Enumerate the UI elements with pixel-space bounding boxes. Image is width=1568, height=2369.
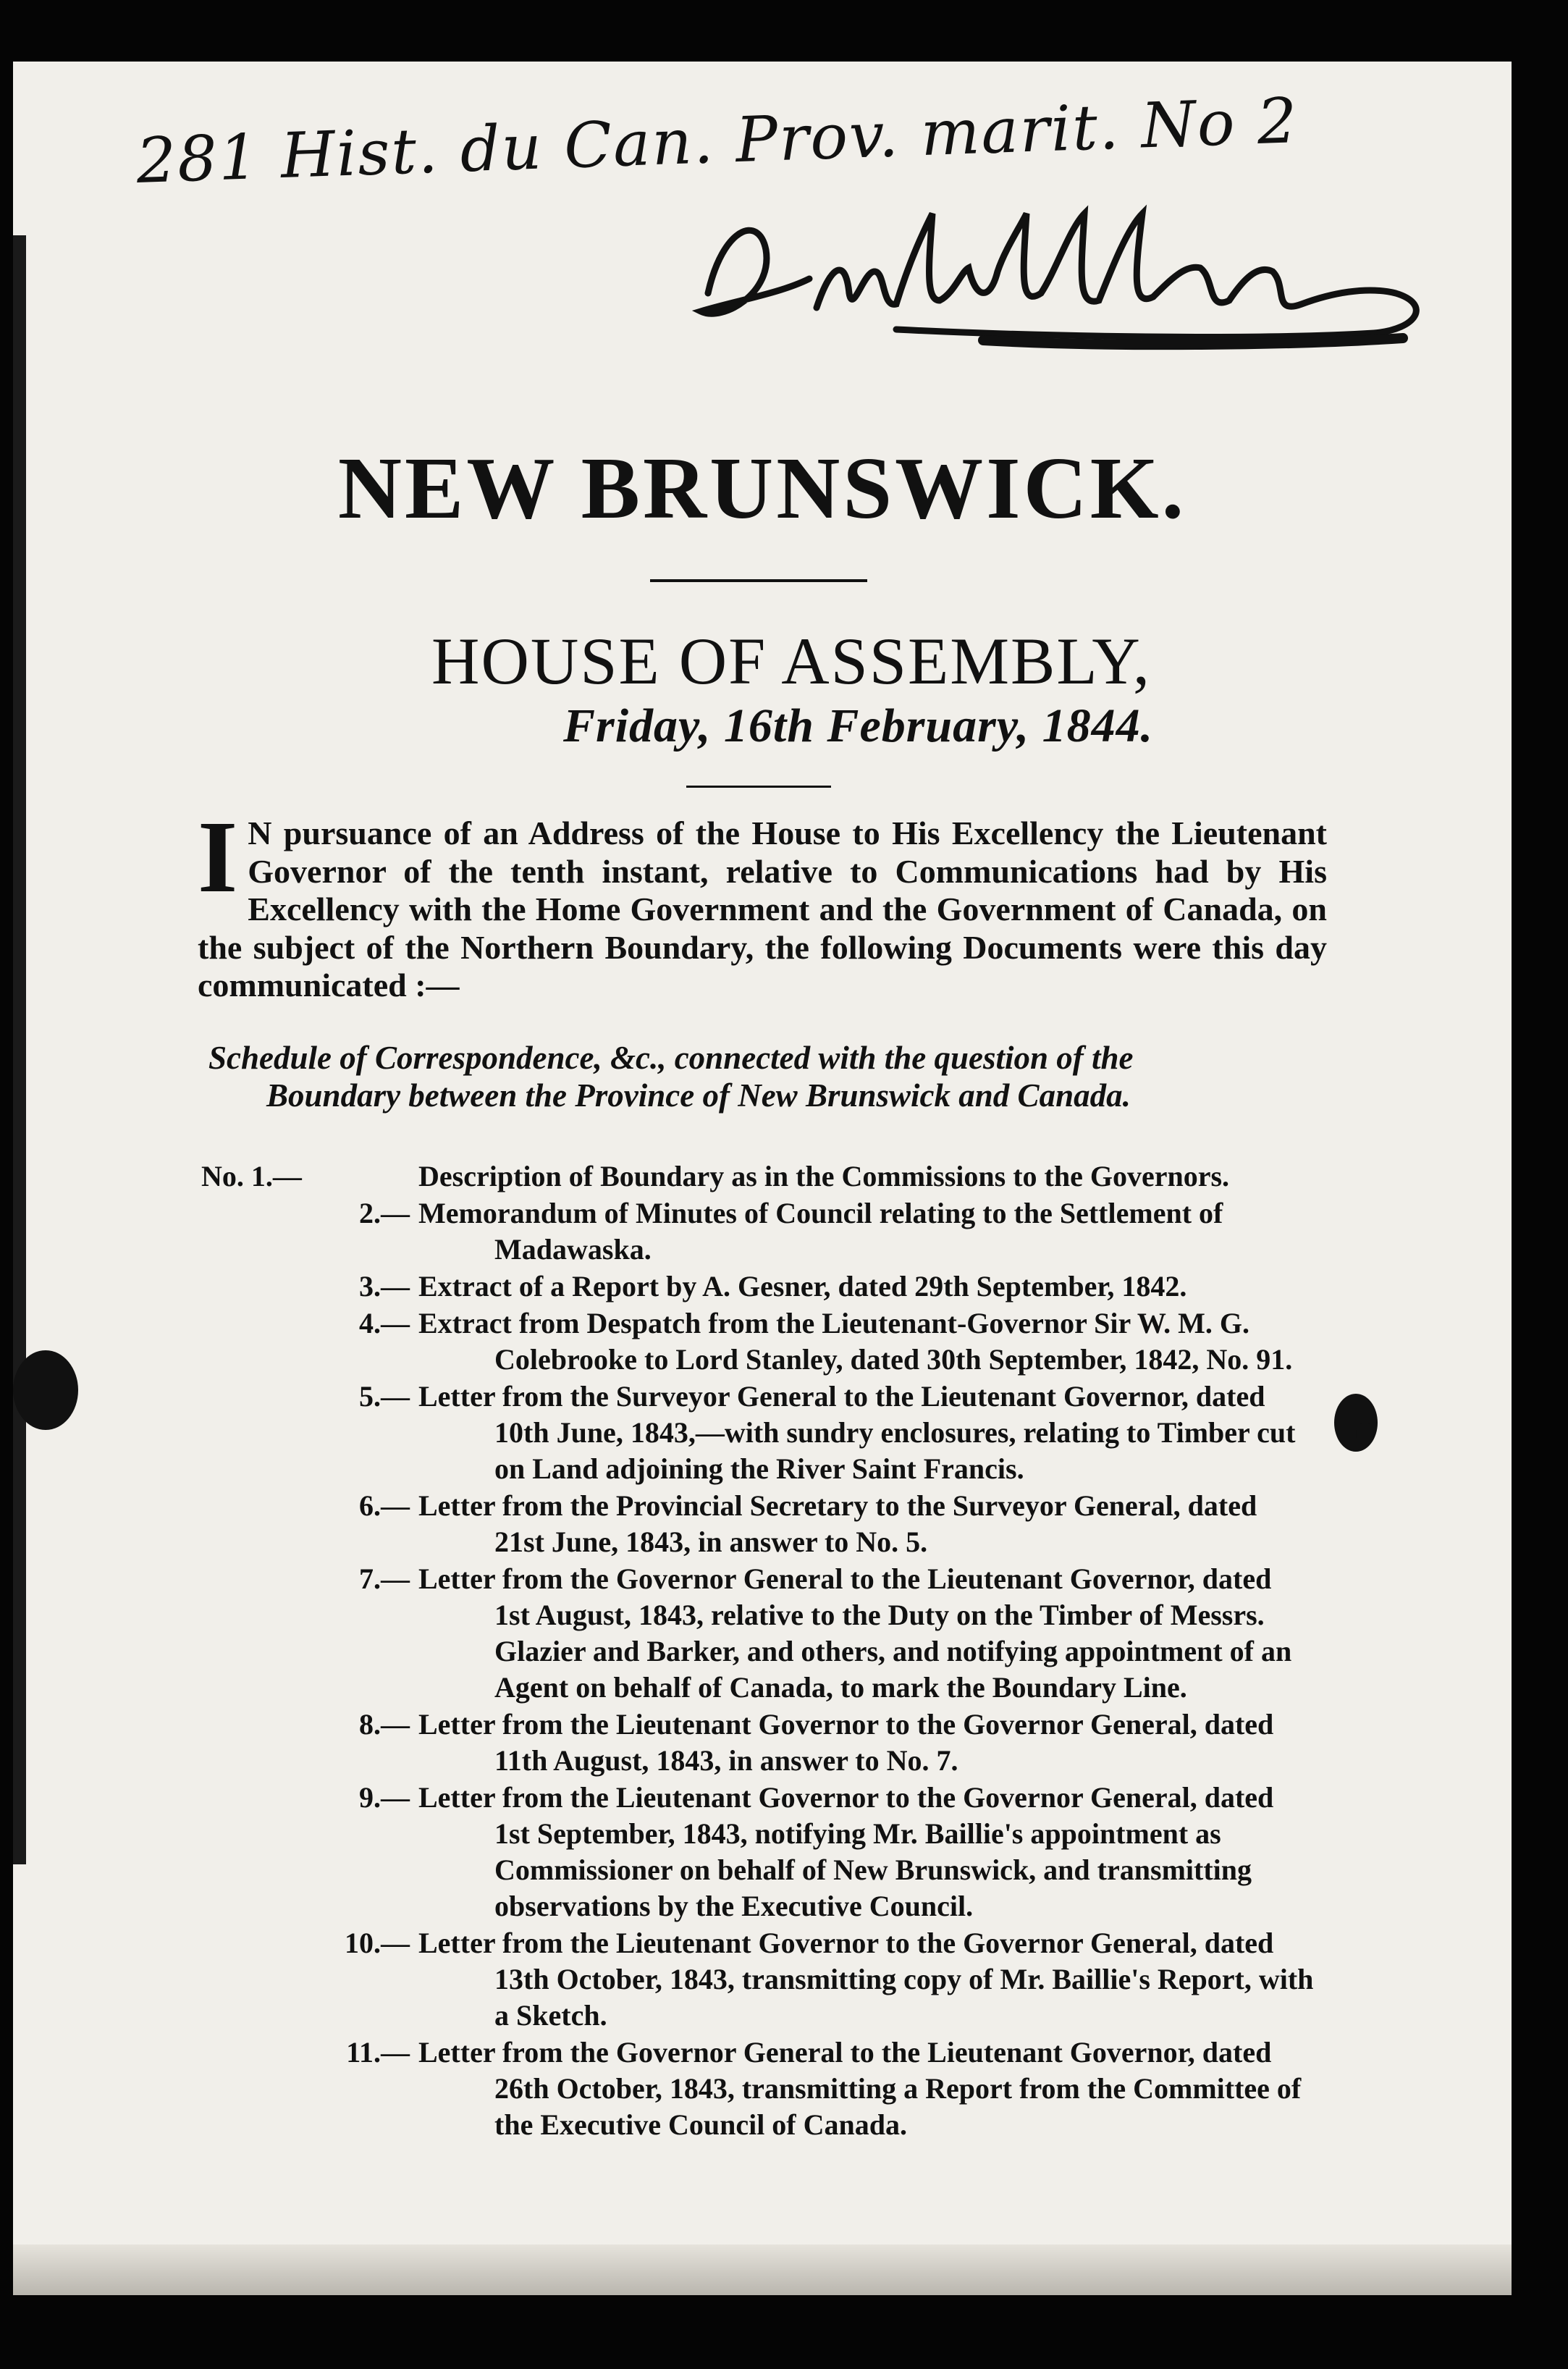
item-number: 2.— (359, 1197, 410, 1229)
schedule-line-1: Schedule of Correspondence, &c., connected with the question of the (208, 1040, 1134, 1076)
list-item (201, 1158, 1331, 1195)
handwritten-note: 281 Hist. du Can. Prov. marit. No 2 (135, 85, 1300, 198)
list-item (201, 1561, 1331, 1706)
item-number: 5.— (359, 1380, 410, 1413)
item-text-continued: 13th October, 1843, transmitting copy of Mr. Baillie's Report, with a Sketch. (494, 1963, 1314, 2032)
item-text: Letter from the Governor General to the Lieutenant Governor, dated (418, 2036, 1272, 2069)
item-number: 10.— (345, 1927, 410, 1959)
item-text: Memorandum of Minutes of Council relating to the Settlement of (418, 1197, 1223, 1229)
list-item (201, 1780, 1331, 1924)
intro-text: N pursuance of an Address of the House to His Excellency the Lieutenant Governor of the tenth instant, relative to Communications had by His Excellency with the Home Government and the Government of Canada, on the subject of the Northern Boundary, the following Documents were this day communicated :— (198, 815, 1327, 1003)
item-text: Letter from the Lieutenant Governor to the Governor General, dated (418, 1927, 1274, 1959)
list-item (201, 1925, 1331, 2034)
item-text: Description of Boundary as in the Commissions to the Governors. (418, 1160, 1230, 1192)
item-text-continued: 11th August, 1843, in answer to No. 7. (494, 1744, 958, 1777)
drop-cap: I (198, 799, 238, 914)
item-number: 3.— (359, 1270, 410, 1303)
item-number: 9.— (359, 1781, 410, 1814)
document-title: NEW BRUNSWICK. (337, 439, 1187, 537)
item-number: 6.— (359, 1489, 410, 1522)
item-text: Letter from the Provincial Secretary to the Surveyor General, dated (418, 1489, 1257, 1522)
document-subtitle: HOUSE OF ASSEMBLY, (431, 624, 1151, 698)
item-text: Letter from the Governor General to the Lieutenant Governor, dated (418, 1562, 1272, 1595)
item-number: 8.— (359, 1708, 410, 1741)
item-text: Letter from the Lieutenant Governor to the Governor General, dated (418, 1781, 1274, 1814)
item-number: 7.— (359, 1562, 410, 1595)
correspondence-list (201, 1158, 1331, 2144)
item-text: Extract from Despatch from the Lieutenant-Governor Sir W. M. G. (418, 1307, 1250, 1339)
item-text: Letter from the Surveyor General to the Lieutenant Governor, dated (418, 1380, 1265, 1413)
list-item (201, 1195, 1331, 1268)
list-item (201, 1268, 1331, 1305)
list-item (201, 2035, 1331, 2143)
list-item (201, 1379, 1331, 1487)
schedule-line-2: Boundary between the Province of New Brunswick and Canada. (266, 1077, 1131, 1114)
item-text: Extract of a Report by A. Gesner, dated 29th September, 1842. (418, 1270, 1187, 1303)
list-item (201, 1305, 1331, 1378)
item-number: 11.— (346, 2036, 410, 2069)
list-item (201, 1488, 1331, 1560)
ink-stain (1334, 1394, 1378, 1452)
item-text-continued: 1st August, 1843, relative to the Duty on the Timber of Messrs. Glazier and Barker, and others, and notifying appointment of an Agent on behalf of Canada, to mark the Boundary Line. (494, 1599, 1292, 1704)
schedule-heading (208, 1039, 1323, 1114)
item-text-continued: 26th October, 1843, transmitting a Report from the Committee of the Executive Council of Canada. (494, 2072, 1302, 2141)
handwritten-signature (679, 185, 1439, 373)
item-text-continued: 10th June, 1843,—with sundry enclosures, relating to Timber cut on Land adjoining the River Saint Francis. (494, 1416, 1296, 1485)
ink-stain (13, 1350, 78, 1430)
document-page (13, 62, 1512, 2295)
item-text-continued: 1st September, 1843, notifying Mr. Baillie's appointment as Commissioner on behalf of New Brunswick, and transmitting observations by the Executive Council. (494, 1817, 1252, 1922)
divider (686, 786, 831, 788)
intro-paragraph (198, 799, 1327, 1005)
ink-stain (1356, 1423, 1374, 1444)
item-text: Letter from the Lieutenant Governor to the Governor General, dated (418, 1708, 1274, 1741)
item-text-continued: 21st June, 1843, in answer to No. 5. (494, 1526, 928, 1558)
divider (650, 579, 867, 582)
item-number: 4.— (359, 1307, 410, 1339)
item-text-continued: Madawaska. (494, 1233, 652, 1266)
page-bottom-shadow (13, 2244, 1512, 2295)
list-item (201, 1707, 1331, 1779)
document-date: Friday, 16th February, 1844. (563, 699, 1154, 752)
item-number: No. 1.— (201, 1160, 302, 1192)
item-text-continued: Colebrooke to Lord Stanley, dated 30th September, 1842, No. 91. (494, 1343, 1293, 1376)
